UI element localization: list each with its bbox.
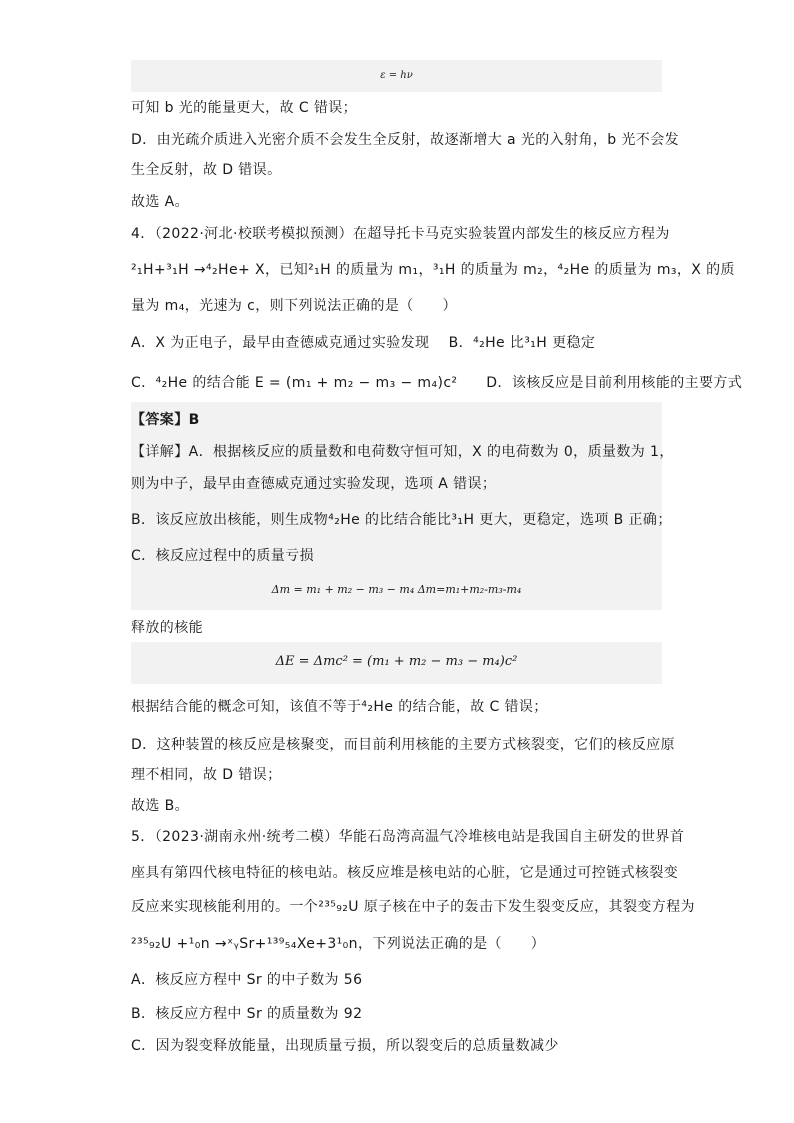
explanation-line: C．核反应过程中的质量亏损	[131, 548, 314, 564]
equation-energy: ΔE = Δmc² = (m₁ + m₂ − m₃ − m₄)c²	[275, 654, 518, 669]
text-line: 故选 A。	[131, 194, 190, 210]
equation-epsilon: ε = hν	[380, 70, 413, 81]
question-5-option-b: B．核反应方程中 Sr 的质量数为 92	[131, 1006, 363, 1022]
text-line: 根据结合能的概念可知，该值不等于⁴₂He 的结合能，故 C 错误；	[131, 699, 548, 715]
explanation-line: B．该反应放出核能，则生成物⁴₂He 的比结合能比³₁H 更大，更稳定，选项 B 正确；	[131, 512, 672, 528]
equation-mass-defect: Δm = m₁ + m₂ − m₃ − m₄ Δm=m₁+m₂-m₃-m₄	[271, 583, 522, 596]
question-5-equation-line: ²³⁵₉₂U +¹₀n →ˣᵧSr+¹³⁹₅₄Xe+3¹₀n，下列说法正确的是（ ）	[131, 936, 546, 952]
question-5-stem: 座具有第四代核电特征的核电站。核反应堆是核电站的心脏，它是通过可控链式核裂变	[131, 865, 679, 881]
question-5-stem: 5．（2023·湖南永州·统考二模）华能石岛湾高温气冷堆核电站是我国自主研发的世界首	[131, 829, 685, 845]
explanation-line: 则为中子，最早由查德威克通过实验发现，选项 A 错误；	[131, 476, 497, 492]
text-line: 故选 B。	[131, 798, 190, 814]
text-line: 释放的核能	[131, 620, 203, 636]
explanation-block	[131, 402, 662, 610]
answer-label: 【答案】B	[131, 412, 200, 428]
question-5-option-a: A．核反应方程中 Sr 的中子数为 56	[131, 972, 363, 988]
question-4-options-ab: A．X 为正电子，最早由查德威克通过实验发现 B．⁴₂He 比³₁H 更稳定	[131, 335, 596, 351]
text-line: D．这种装置的核反应是核聚变，而目前利用核能的主要方式核裂变，它们的核反应原	[131, 737, 675, 753]
question-4-options-cd: C．⁴₂He 的结合能 E = (m₁ + m₂ − m₃ − m₄)c² D．该核反应是目前利用核能的主要方式	[131, 375, 743, 391]
question-4-stem: 4．（2022·河北·校联考模拟预测）在超导托卡马克实验装置内部发生的核反应方程为	[131, 226, 670, 242]
question-5-stem: 反应来实现核能利用的。一个²³⁵₉₂U 原子核在中子的轰击下发生裂变反应，其裂变方程为	[131, 899, 695, 915]
text-line: 生全反射，故 D 错误。	[131, 162, 282, 178]
text-line: D．由光疏介质进入光密介质不会发生全反射，故逐渐增大 a 光的入射角，b 光不会发	[131, 132, 679, 148]
text-line: 理不相同，故 D 错误；	[131, 767, 282, 783]
text-line: 可知 b 光的能量更大，故 C 错误；	[131, 100, 358, 116]
question-4-equation-line: ²₁H+³₁H →⁴₂He+ X，已知²₁H 的质量为 m₁，³₁H 的质量为 m₂，⁴₂He 的质量为 m₃，X 的质	[131, 262, 735, 278]
question-4-stem-end: 量为 m₄，光速为 c，则下列说法正确的是（ ）	[131, 298, 457, 314]
explanation-line: 【详解】A．根据核反应的质量数和电荷数守恒可知，X 的电荷数为 0，质量数为 1，	[131, 444, 674, 460]
question-5-option-c: C．因为裂变释放能量，出现质量亏损，所以裂变后的总质量数减少	[131, 1038, 559, 1054]
